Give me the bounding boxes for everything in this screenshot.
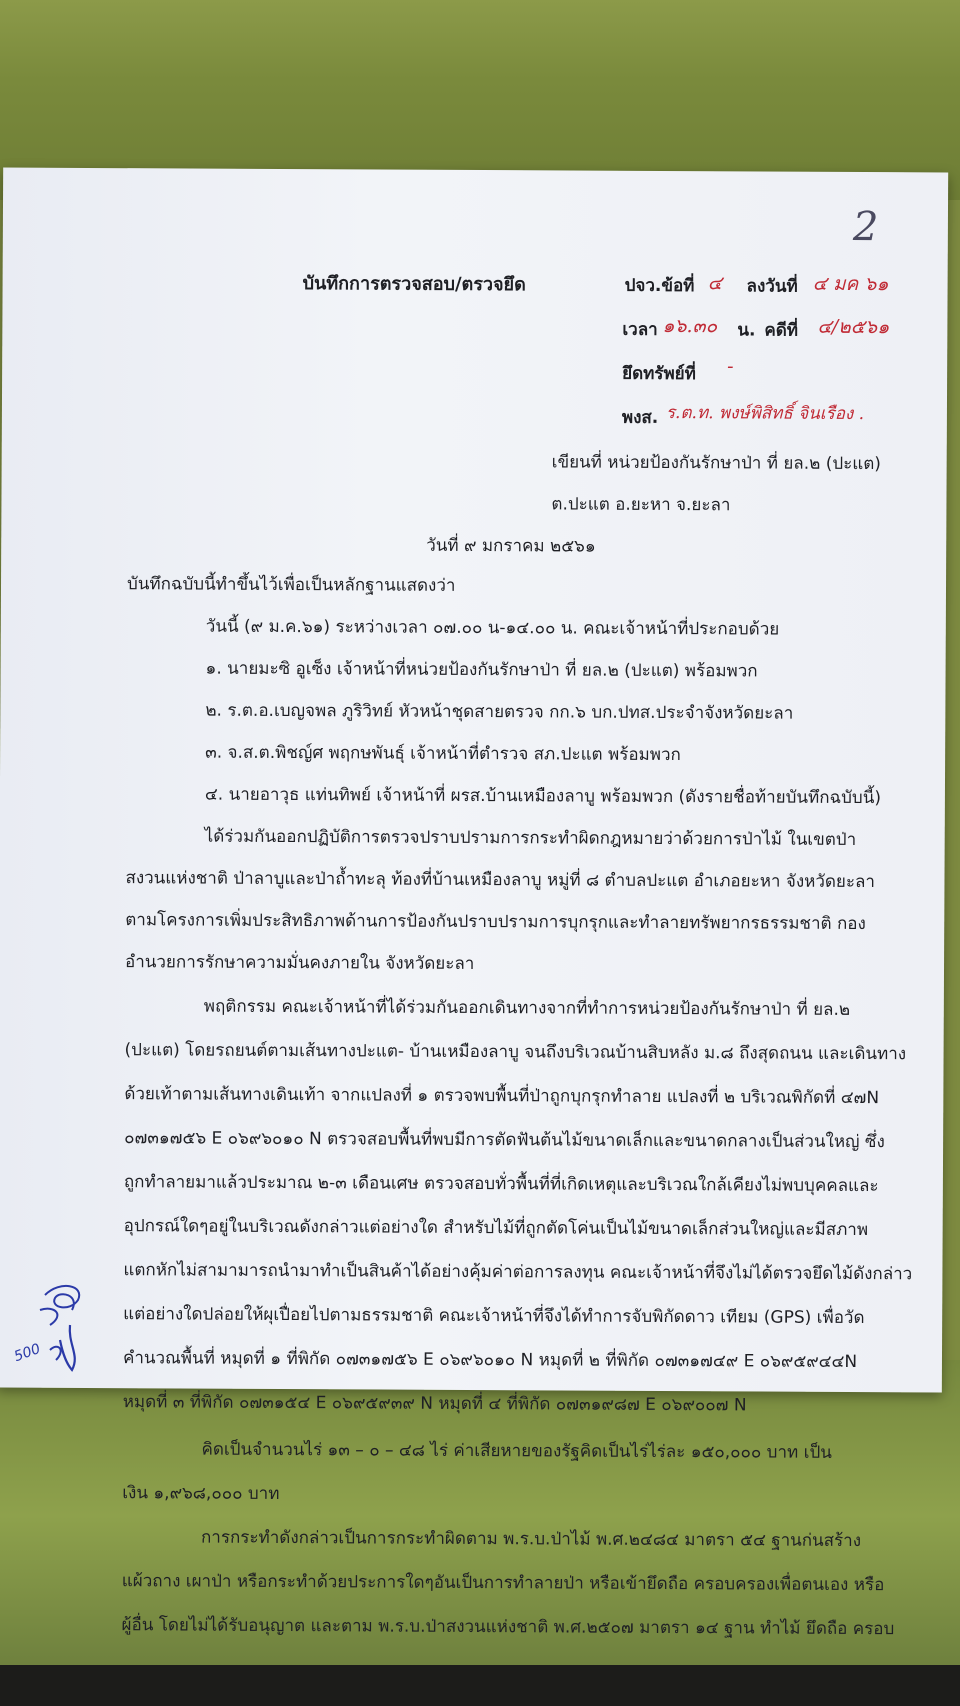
body-line: วันนี้ (๙ ม.ค.๖๑) ระหว่างเวลา ๐๗.๐๐ น-๑๔.๐๐ น. คณะเจ้าหน้าที่ประกอบด้วย [205, 616, 780, 640]
body-line: แต่อย่างใดปล่อยให้ผุเปื่อยไปตามธรรมชาติ คณะเจ้าหน้าที่จึงได้ทำการจับพิกัดดาว เทียม (GPS) เพื่อวัด [123, 1304, 865, 1329]
officer-value: ร.ต.ท. พงษ์พิสิทธิ์ จินเรือง . [665, 403, 865, 425]
body-line: เงิน ๑,๙๖๘,๐๐๐ บาท [122, 1483, 280, 1504]
body-line: ๑. นายมะซิ อูเซ็ง เจ้าหน้าที่หน่วยป้องกันรักษาป่า ที่ ยล.๒ (ปะแต) พร้อมพวก [205, 658, 758, 682]
date-value: ๔ มค ๖๑ [812, 272, 889, 296]
body-line: บันทึกฉบับนี้ทำขึ้นไว้เพื่อเป็นหลักฐานแสดงว่า [126, 574, 456, 596]
location-line-1: เขียนที่ หน่วยป้องกันรักษาป่า ที่ ยล.๒ (ปะแต) [551, 452, 881, 475]
body-line: แตกหักไม่สามามารถนำมาทำเป็นสินค้าได้อย่างคุ้มค่าต่อการลงทุน คณะเจ้าหน้าที่จึงไม่ได้ตรวจยึดไม้ดังกล่าว [123, 1260, 913, 1285]
body-line: อุปกรณ์ใดๆอยู่ในบริเวณดังกล่าวแต่อย่างใด สำหรับไม้ที่ถูกตัดโค่นเป็นไม้ขนาดเล็กส่วนใหญ่และมีสภาพ [123, 1216, 869, 1241]
body-line: อำนวยการรักษาความมั่นคงภายใน จังหวัดยะลา [124, 952, 475, 975]
body-line: ๒. ร.ต.อ.เบญจพล ภูริวิทย์ หัวหน้าชุดสายตรวจ กก.๖ บก.ปทส.ประจำจังหวัดยะลา [205, 700, 794, 724]
time-label: เวลา [622, 319, 658, 340]
document-title: บันทึกการตรวจสอบ/ตรวจยึด [302, 273, 526, 296]
document-date: วันที่ ๙ มกราคม ๒๕๖๑ [426, 535, 596, 557]
body-line: พฤติกรรม คณะเจ้าหน้าที่ได้ร่วมกันออกเดินทางจากที่ทำการหน่วยป้องกันรักษาป่า ที่ ยล.๒ [203, 996, 851, 1020]
body-line: (ปะแต) โดยรถยนต์ตามเส้นทางปะแต- บ้านเหมืองลาบู จนถึงบริเวณบ้านสิบหลัง ม.๘ ถึงสุดถนน และเดินทาง [124, 1040, 907, 1065]
seized-value: - [727, 355, 734, 378]
body-line: ถูกทำลายมาแล้วประมาณ ๒-๓ เดือนเศษ ตรวจสอบทั่วพื้นที่ที่เกิดเหตุและบริเวณใกล้เคียงไม่พบบุคคลและ [123, 1172, 879, 1197]
document-page [0, 168, 948, 1640]
body-line: ตามโครงการเพิ่มประสิทธิภาพด้านการป้องกันปราบปรามการบุกรุกและทำลายทรัพยากรธรรมชาติ กอง [125, 910, 866, 935]
pjv-label: ปจว.ข้อที่ [624, 275, 695, 297]
body-line: หมุดที่ ๓ ที่พิกัด ๐๗๓๑๕๔ E ๐๖๙๕๙๓๙ N หมุดที่ ๔ ที่พิกัด ๐๗๓๑๙๘๗ E ๐๖๙๐๐๗ N [122, 1392, 747, 1416]
officer-label: พงส. [621, 407, 659, 428]
body-line: แผ้วถาง เผาป่า หรือกระทำด้วยประการใดๆอันเป็นการทำลายป่า หรือเข้ายึดถือ ครอบครองเพื่อตนเอง หรือ [121, 1571, 885, 1596]
body-line: ๔. นายอาวุธ แท่นทิพย์ เจ้าหน้าที่ ผรส.บ้านเหมืองลาบู พร้อมพวก (ดังรายชื่อท้ายบันทึกฉบับนี้) [204, 784, 882, 809]
time-value: ๑๖.๓๐ [662, 314, 718, 338]
location-line-2: ต.ปะแต อ.ยะหา จ.ยะลา [551, 494, 731, 516]
page-number: 2 [852, 203, 879, 251]
body-line: สงวนแห่งชาติ ป่าลาบูและป่าถ้ำทะลุ ท้องที่บ้านเหมืองลาบู หมู่ที่ ๘ ตำบลปะแต อำเภอยะหา จังหวัดยะลา [125, 868, 876, 893]
body-line: ผู้อื่น โดยไม่ได้รับอนุญาต และตาม พ.ร.บ.ป่าสงวนแห่งชาติ พ.ศ.๒๕๐๗ มาตรา ๑๔ ฐาน ทำไม้ ยึดถือ ครอบ [121, 1615, 895, 1640]
body-line: ด้วยเท้าตามเส้นทางเดินเท้า จากแปลงที่ ๑ ตรวจพบพื้นที่ป่าถูกบุกรุกทำลาย แปลงที่ ๒ บริเวณพิกัดที่ ๔๗N [124, 1084, 880, 1109]
body-line: คิดเป็นจำนวนไร่ ๑๓ – ๐ – ๔๘ ไร่ ค่าเสียหายของรัฐคิดเป็นไร่ไร่ละ ๑๕๐,๐๐๐ บาท เป็น [201, 1439, 832, 1463]
date-label: ลงวันที่ [746, 276, 798, 297]
case-value: ๔/๒๕๖๑ [817, 315, 890, 339]
body-line: การกระทำดังกล่าวเป็นการกระทำผิดตาม พ.ร.บ.ป่าไม้ พ.ศ.๒๔๘๔ มาตรา ๕๔ ฐานก่นสร้าง [200, 1527, 862, 1552]
time-unit: น. [737, 320, 756, 341]
floor-strip [0, 1665, 960, 1706]
signature-note: 500 [12, 1340, 43, 1366]
pjv-value: ๔ [707, 272, 723, 295]
body-line: ได้ร่วมกันออกปฏิบัติการตรวจปราบปรามการกระทำผิดกฎหมายว่าด้วยการป่าไม้ ในเขตป่า [204, 826, 857, 851]
seized-label: ยึดทรัพย์ที่ [622, 363, 696, 385]
body-line: ๓. จ.ส.ต.พิชญ์ศ พฤกษพันธุ์ เจ้าหน้าที่ตำรวจ สภ.ปะแต พร้อมพวก [205, 742, 681, 766]
body-line: คำนวณพื้นที่ หมุดที่ ๑ ที่พิกัด ๐๗๓๑๗๕๖ E ๐๖๙๖๐๑๐ N หมุดที่ ๒ ที่พิกัด ๐๗๓๑๗๔๙ E ๐๖๙๕๙๔๔N [122, 1348, 858, 1373]
case-label: คดีที่ [764, 320, 799, 341]
body-line: ๐๗๓๑๗๕๖ E ๐๖๙๖๐๑๐ N ตรวจสอบพื้นที่พบมีการตัดฟันต้นไม้ขนาดเล็กและขนาดกลางเป็นส่วนใหญ่ ซึ่ง [124, 1128, 885, 1153]
